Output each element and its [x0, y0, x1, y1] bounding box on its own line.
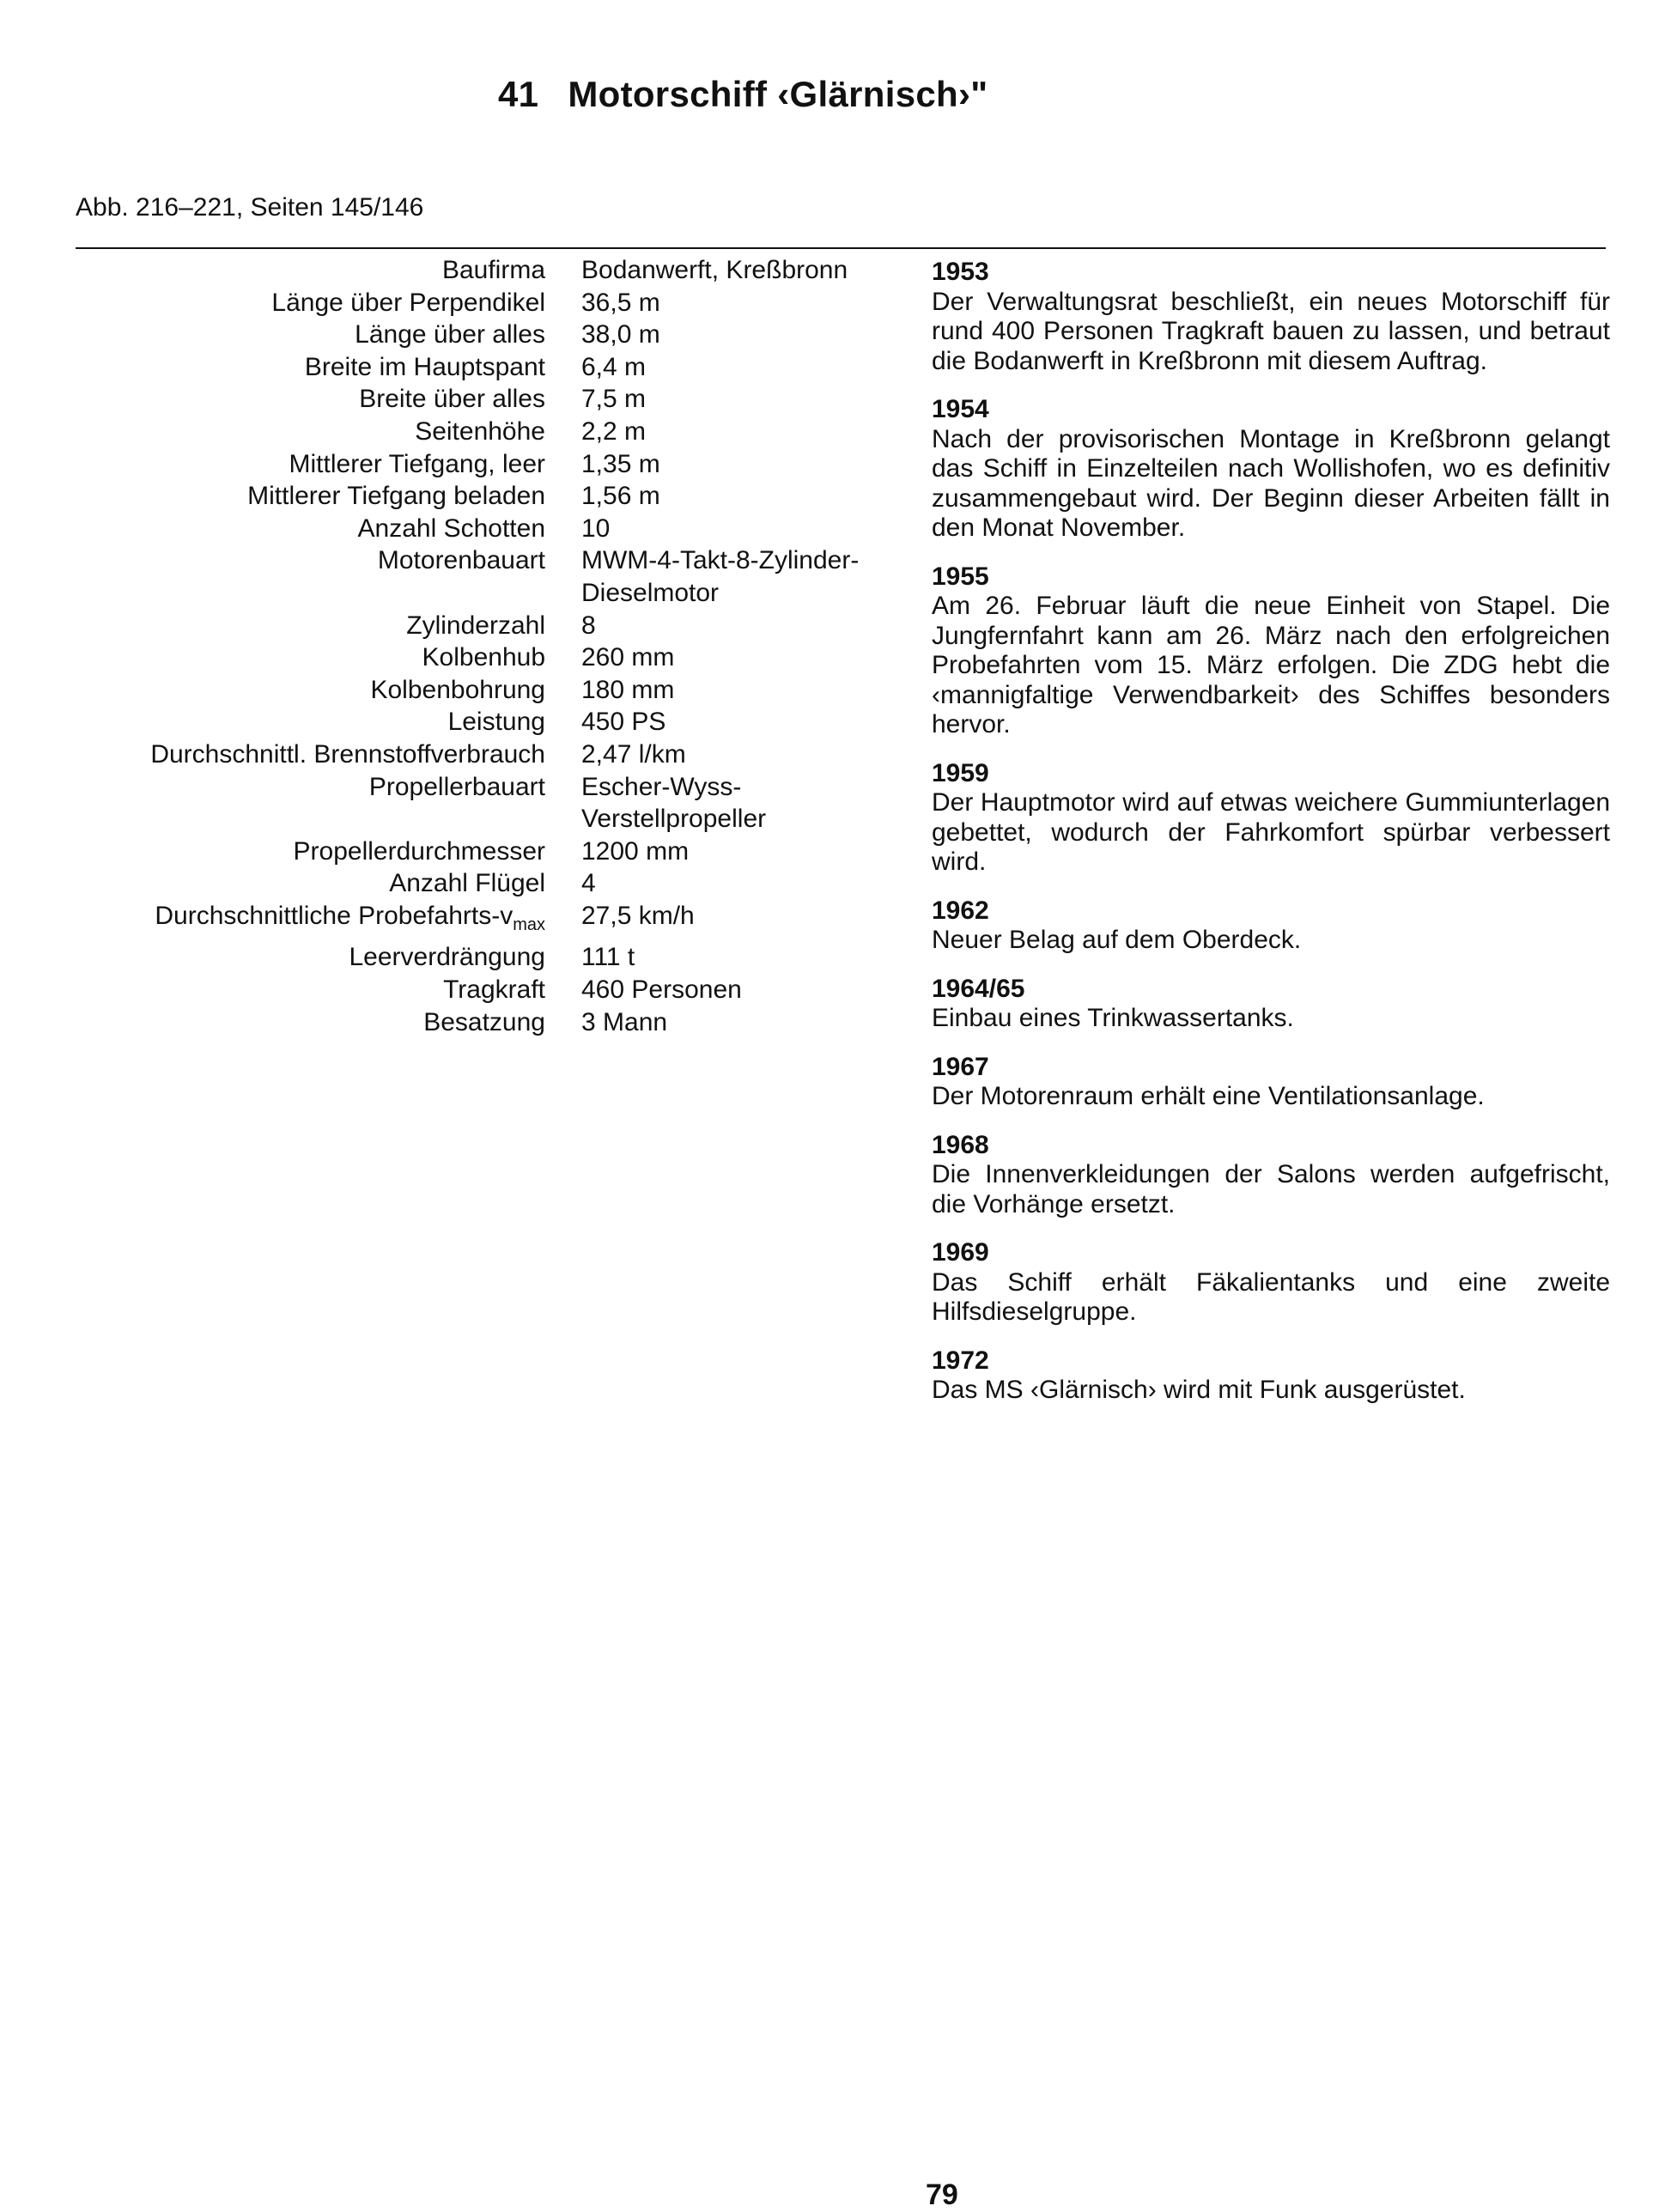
spec-row [52, 383, 916, 416]
spec-label-text: Länge über Perpendikel [271, 288, 545, 317]
spec-label [52, 383, 545, 416]
spec-row [52, 836, 916, 868]
spec-value: 1200 mm [581, 836, 690, 866]
spec-row [52, 287, 916, 319]
spec-label [52, 941, 545, 974]
spec-value: 111 t [581, 943, 635, 972]
spec-row [52, 416, 916, 448]
spec-label-text: Kolbenbohrung [370, 675, 545, 704]
spec-label [52, 287, 545, 319]
spec-row [52, 448, 916, 481]
history-text: Nach der provisorischen Montage in Kreßbronn gelangt das Schiff in Einzelteilen nach Wollishofen, wo es definitiv zusammengebaut wird. Der Beginn dieser Arbeiten fällt in den Monat November. [932, 424, 1610, 542]
spec-value: Bodanwerft, Kreßbronn [581, 256, 848, 284]
spec-row [52, 771, 916, 836]
spec-value: 1,35 m [581, 449, 660, 478]
spec-label-text: Motorenbauart [377, 546, 545, 575]
spec-value: MWM-4-Takt-8-Zylinder-Dieselmotor [581, 546, 860, 607]
spec-label [52, 867, 545, 900]
history-text: Das MS ‹Glärnisch› wird mit Funk ausgerüstet. [932, 1376, 1466, 1404]
spec-value: 260 mm [581, 643, 675, 672]
spec-label [52, 254, 545, 287]
spec-label [52, 900, 545, 942]
spec-label-text: Leistung [447, 708, 545, 737]
spec-label-text: Anzahl Flügel [389, 869, 545, 898]
spec-label-text: Breite im Hauptspant [304, 352, 545, 381]
history-entry [932, 1346, 1610, 1406]
history-entry [932, 759, 1610, 878]
divider [76, 247, 1606, 249]
spec-label-text: Baufirma [441, 256, 545, 284]
history-entry [932, 1053, 1610, 1112]
history-text: Die Innenverkleidungen der Salons werden aufgefrischt, die Vorhänge ersetzt. [932, 1160, 1610, 1218]
history-year: 1969 [932, 1238, 989, 1267]
chapter-number: 41 [498, 74, 539, 114]
spec-label [52, 319, 545, 351]
page-number: 79 [926, 2179, 958, 2211]
spec-label-text: Anzahl Schotten [357, 514, 545, 543]
spec-value: 6,4 m [581, 352, 647, 381]
spec-label-text: Breite über alles [359, 385, 545, 414]
history-entry [932, 395, 1610, 544]
history-year: 1955 [932, 562, 989, 591]
spec-value: 450 PS [581, 708, 666, 737]
spec-value: 3 Mann [581, 1007, 668, 1036]
spec-row [52, 867, 916, 900]
page-title [498, 74, 987, 115]
history-timeline [932, 258, 1610, 1425]
spec-label [52, 771, 545, 836]
spec-row [52, 900, 916, 942]
spec-value: 1,56 m [581, 482, 660, 511]
spec-label-text: Zylinderzahl [406, 611, 545, 640]
spec-row [52, 674, 916, 707]
spec-label [52, 738, 545, 771]
spec-row [52, 941, 916, 974]
spec-row [52, 351, 916, 384]
spec-label [52, 351, 545, 384]
history-year: 1959 [932, 758, 989, 787]
spec-label [52, 674, 545, 707]
spec-row [52, 610, 916, 642]
spec-label-text: Seitenhöhe [415, 416, 545, 446]
spec-value: 10 [581, 514, 611, 543]
spec-row [52, 974, 916, 1006]
spec-value: 36,5 m [581, 288, 660, 317]
spec-label [52, 416, 545, 448]
spec-row [52, 254, 916, 287]
chapter-title: Motorschiff ‹Glärnisch›" [568, 74, 988, 114]
spec-label [52, 448, 545, 481]
history-text: Der Hauptmotor wird auf etwas weichere Gummiunterlagen gebettet, wodurch der Fahrkomfort spürbar verbessert wird. [932, 788, 1610, 876]
spec-value: 180 mm [581, 675, 675, 704]
history-text: Neuer Belag auf dem Oberdeck. [932, 926, 1302, 954]
history-entry [932, 1131, 1610, 1220]
history-text: Der Motorenraum erhält eine Ventilationsanlage. [932, 1082, 1485, 1110]
spec-label [52, 513, 545, 545]
spec-value: 460 Personen [581, 975, 742, 1005]
history-entry [932, 258, 1610, 376]
history-year: 1972 [932, 1346, 989, 1375]
history-year: 1967 [932, 1052, 989, 1081]
spec-label-text: Tragkraft [443, 975, 545, 1005]
history-entry [932, 1238, 1610, 1328]
history-text: Der Verwaltungsrat beschließt, ein neues Motorschiff für rund 400 Personen Tragkraft bauen zu lassen, und betraut die Bodanwerft in Kreßbronn mit diesem Auftrag. [932, 287, 1610, 375]
spec-label-text: Mittlerer Tiefgang beladen [247, 482, 545, 511]
specification-table [52, 254, 916, 1038]
spec-value: 2,2 m [581, 416, 647, 446]
spec-label-text: Besatzung [423, 1007, 545, 1036]
spec-value: 4 [581, 869, 596, 898]
spec-label-text: Mittlerer Tiefgang, leer [289, 449, 545, 478]
spec-label [52, 544, 545, 609]
spec-value: 38,0 m [581, 320, 660, 349]
spec-row [52, 706, 916, 738]
spec-label-subscript: max [513, 915, 545, 934]
spec-label [52, 641, 545, 674]
history-text: Das Schiff erhält Fäkalientanks und eine zweite Hilfsdieselgruppe. [932, 1267, 1610, 1326]
spec-value: 27,5 km/h [581, 901, 695, 930]
spec-row [52, 641, 916, 674]
history-year: 1964/65 [932, 974, 1025, 1003]
spec-label-text: Propellerbauart [368, 772, 545, 801]
spec-value: 8 [581, 611, 596, 640]
spec-value: 2,47 l/km [581, 739, 686, 769]
spec-row [52, 480, 916, 513]
spec-row [52, 738, 916, 771]
spec-label [52, 836, 545, 868]
history-entry [932, 562, 1610, 740]
spec-row [52, 513, 916, 545]
history-text: Am 26. Februar läuft die neue Einheit von Stapel. Die Jungfernfahrt kann am 26. März nach den erfolgreichen Probefahrten vom 15. März erfolgen. Die ZDG hebt die ‹mannigfaltige Verwendbarkeit› des Schiffes besonders hervor. [932, 592, 1610, 738]
history-year: 1962 [932, 896, 989, 925]
spec-label [52, 706, 545, 738]
spec-row [52, 319, 916, 351]
spec-label [52, 480, 545, 513]
spec-row [52, 544, 916, 609]
spec-label [52, 610, 545, 642]
spec-label-text: Durchschnittliche Probefahrts-v [155, 901, 513, 930]
history-entry [932, 896, 1610, 956]
spec-label [52, 1006, 545, 1039]
history-year: 1953 [932, 258, 989, 286]
history-year: 1954 [932, 395, 989, 423]
history-text: Einbau eines Trinkwassertanks. [932, 1004, 1294, 1032]
spec-label-text: Leerverdrängung [349, 943, 545, 972]
history-entry [932, 975, 1610, 1034]
spec-label [52, 974, 545, 1006]
spec-label-text: Kolbenhub [422, 643, 545, 672]
spec-label-text: Propellerdurchmesser [293, 836, 545, 866]
spec-row [52, 1006, 916, 1039]
figure-reference: Abb. 216–221, Seiten 145/146 [76, 193, 424, 222]
spec-value: 7,5 m [581, 385, 647, 414]
spec-label-text: Durchschnittl. Brennstoffverbrauch [150, 739, 545, 769]
history-year: 1968 [932, 1130, 989, 1159]
spec-label-text: Länge über alles [355, 320, 545, 349]
spec-value: Escher-Wyss-Verstellpropeller [581, 772, 767, 834]
